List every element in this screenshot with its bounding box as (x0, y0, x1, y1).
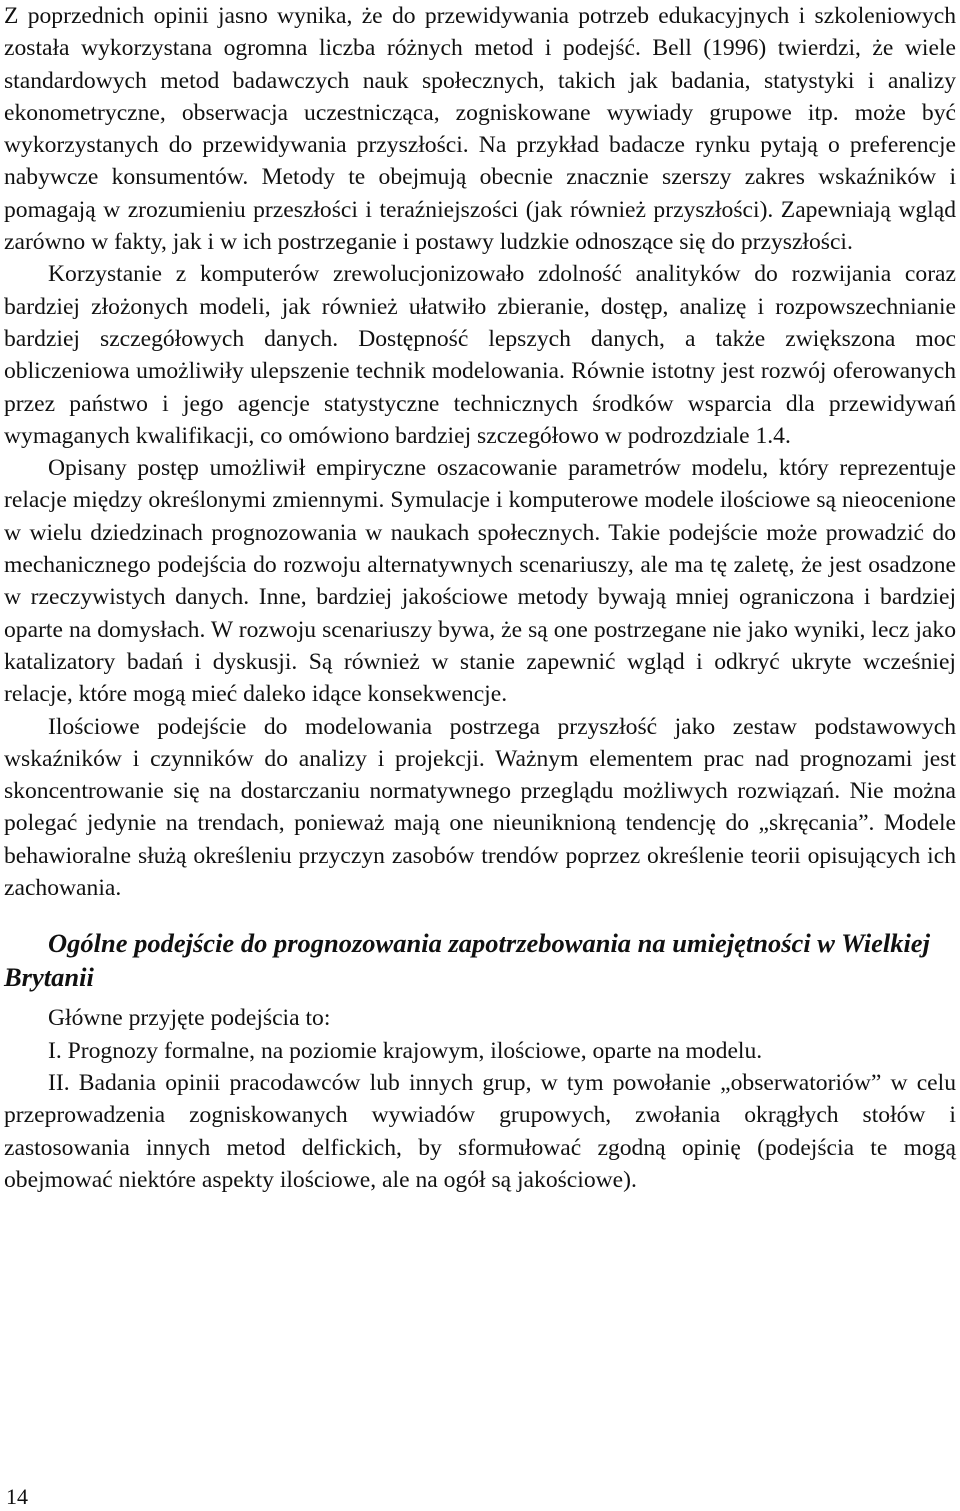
list-item-2: II. Badania opinii pracodawców lub innych grup, w tym powołanie „obserwatoriów” w celu przeprowadzenia zogniskowanych wywiadów grupowych, zwołania okrągłych stołów i zastosowania innych metod delfickich, by sformułować zgodną opinię (podejścia te mogą obejmować niektóre aspekty ilościowe, ale na ogół są jakościowe). (4, 1069, 956, 1193)
page-number: 14 (6, 1484, 28, 1509)
paragraph-2: Korzystanie z komputerów zrewolucjonizowało zdolność analityków do rozwijania coraz bardziej złożonych modeli, jak również ułatwiło zbieranie, dostęp, analizę i rozpowszechnianie bardziej szczegółowych danych. Dostępność lepszych danych, a także zwiększona moc obliczeniowa umożliwiły ulepszenie technik modelowania. Równie istotny jest rozwój oferowanych przez państwo i jego agencje statystyczne technicznych środków wsparcia dla przewidywań wymaganych kwalifikacji, co omówiono bardziej szczegółowo w podrozdziale 1.4. (4, 261, 956, 449)
paragraph-3: Opisany postęp umożliwił empiryczne oszacowanie parametrów modelu, który reprezentuje relacje między określonymi zmiennymi. Symulacje i komputerowe modele ilościowe są nieocenione w wielu dziedzinach prognozowania w naukach społecznych. Takie podejście może prowadzić do mechanicznego podejścia do rozwoju alternatywnych scenariuszy, ale ma tę zaletę, że jest osadzone w rzeczywistych danych. Inne, bardziej jakościowe metody bywają mniej ograniczona i bardziej oparte na domysłach. W rozwoju scenariuszy bywa, że są one postrzegane nie jako wyniki, lecz jako katalizatory badań i dyskusji. Są również w stanie zapewnić wgląd i odkryć ukryte wcześniej relacje, które mogą mieć daleko idące konsekwencje. (4, 455, 956, 708)
document-page (4, 0, 956, 1196)
section-heading: Ogólne podejście do prognozowania zapotrzebowania na umiejętności w Wielkiej Brytanii (4, 928, 930, 993)
list-intro: Główne przyjęte podejścia to: (48, 1005, 331, 1032)
paragraph-1: Z poprzednich opinii jasno wynika, że do przewidywania potrzeb edukacyjnych i szkoleniowych została wykorzystana ogromna liczba różnych metod i podejść. Bell (1996) twierdzi, że wiele standardowych metod badawczych nauk społecznych, takich jak badania, statystyki i analizy ekonometryczne, obserwacja uczestnicząca, zogniskowane wywiady grupowe itp. może być wykorzystanych do przewidywania przyszłości. Na przykład badacze rynku pytają o preferencje nabywcze konsumentów. Metody te obejmują obecnie znacznie szerszy zakres wskaźników i pomagają w zrozumieniu przeszłości i teraźniejszości (jak również przyszłości). Zapewniają wgląd zarówno w fakty, jak i w ich postrzeganie i postawy ludzkie odnoszące się do przyszłości. (4, 3, 956, 256)
paragraph-4: Ilościowe podejście do modelowania postrzega przyszłość jako zestaw podstawowych wskaźników i czynników do analizy i projekcji. Ważnym elementem prac nad prognozami jest skoncentrowanie się na dostarczaniu normatywnego przeglądu możliwych rozwiązań. Nie można polegać jedynie na trendach, ponieważ mają one nieuniknioną tendencję do „skręcania”. Modele behawioralne służą określeniu przyczyn zasobów trendów poprzez określenie teorii opisujących ich zachowania. (4, 713, 956, 902)
list-item-1: I. Prognozy formalne, na poziomie krajowym, ilościowe, oparte na modelu. (48, 1037, 763, 1064)
approaches-list (4, 1002, 956, 1196)
